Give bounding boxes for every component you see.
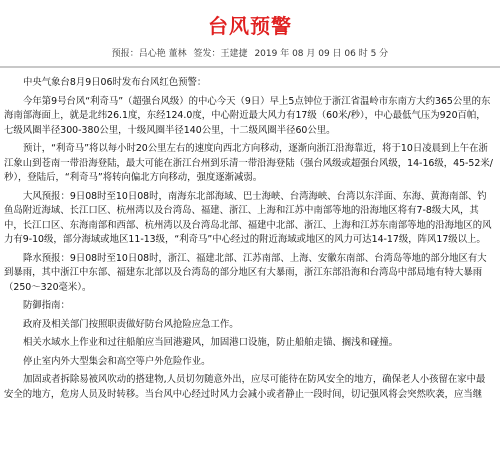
header-divider bbox=[0, 66, 500, 68]
article-body bbox=[4, 76, 494, 406]
paragraph-defense-4: 加固或者拆除易被风吹动的搭建物,人员切勿随意外出，应尽可能待在防风安全的地方，确保老人小孩留在家中最安全的地方，危房人员及时转移。当台风中心经过时风力会减小或者静止一段时间，切记强风将会突然吹袭，应当继 bbox=[4, 374, 486, 400]
paragraph-forecast-track: 预计，“利奇马”将以每小时20公里左右的速度向西北方向移动，逐渐向浙江沿海靠近，将于10日凌晨到上午在浙江象山到苍南一带沿海登陆，最大可能在浙江台州到乐清一带沿海登陆（强台风级或超强台风级，14-16级，45-52米/秒），登陆后，“利奇马”将转向偏北方向移动，强度逐渐减弱。 bbox=[4, 143, 493, 183]
paragraph-current-position: 今年第9号台风“利奇马”（超强台风级）的中心今天（9日）早上5点钟位于浙江省温岭市东南方大约365公里的东海南部海面上，就是北纬26.1度，东经124.0度，中心附近最大风力有17级（60米/秒），中心最低气压为920百帕，七级风圈半径300-380公里，十级风圈半径140公里，十二级风圈半径60公里。 bbox=[4, 95, 491, 136]
paragraph-defense-2: 相关水域水上作业和过往船舶应当回港避风，加固港口设施，防止船舶走锚、搁浅和碰撞。 bbox=[23, 337, 399, 348]
paragraph-rain-forecast: 降水预报：9日08时至10日08时，浙江、福建北部、江苏南部、上海、安徽东南部、台湾岛等地的部分地区有大到暴雨，其中浙江中东部、福建东北部以及台湾岛的部分地区有大暴雨，浙江东部沿海和台湾岛中部局地有特大暴雨（250～320毫米）。 bbox=[4, 252, 487, 293]
paragraph-defense-heading: 防御指南： bbox=[23, 300, 70, 311]
forecasters: 预报：吕心艳 董林 bbox=[111, 49, 187, 59]
paragraph-defense-1: 政府及相关部门按照职责做好防台风抢险应急工作。 bbox=[23, 318, 239, 330]
paragraph-wind-forecast: 大风预报：9日08时至10日08时，南海东北部海域、巴士海峡、台湾海峡、台湾以东洋面、东海、黄海南部、钓鱼岛附近海域、长江口区、杭州湾以及台湾岛、福建、浙江、上海和江苏中南部等地的沿海地区将有7-8级大风，其中，长江口区、东海南部和西部、杭州湾以及台湾岛北部、福建中北部、浙江、上海和江苏东南部等地的沿海地区的风力有9-10级，部分海域或地区11-13级，“利奇马”中心经过的附近海域或地区的风力可达14-17级，阵风17级以上。 bbox=[4, 190, 492, 245]
paragraph-defense-3: 停止室内外大型集会和高空等户外危险作业。 bbox=[23, 355, 211, 367]
issue-date: 2019 年 08 月 09 日 06 时 5 分 bbox=[254, 49, 389, 59]
issuer: 签发：王建捷 bbox=[193, 49, 248, 59]
byline bbox=[0, 46, 500, 59]
page-title: 台风预警 bbox=[208, 14, 292, 38]
paragraph-intro: 中央气象台8月9日06时发布台风红色预警： bbox=[23, 77, 207, 88]
